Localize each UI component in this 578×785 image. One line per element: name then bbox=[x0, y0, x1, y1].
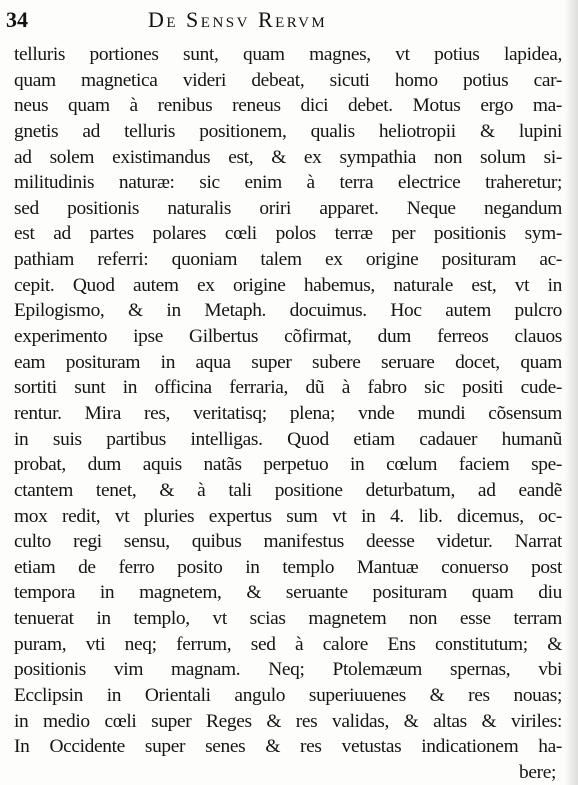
text-line: bere; bbox=[518, 761, 556, 783]
text-line: ad solem existimandus est, & ex sympathia non solum si- bbox=[14, 146, 562, 168]
page-edge-shadow bbox=[564, 0, 578, 785]
text-line: militudinis naturæ: sic enim à terra electrice traheretur; bbox=[14, 172, 562, 194]
text-line: est ad partes polares cœli polos terræ per positionis sym- bbox=[14, 223, 562, 245]
text-line: etiam de ferro posito in templo Mantuæ conuerso post bbox=[14, 556, 562, 578]
text-line: quam magnetica videri debeat, sicuti homo potius car- bbox=[14, 69, 562, 91]
text-line: eam posituram in aqua super subere seruare docet, quam bbox=[14, 351, 562, 373]
page-number: 34 bbox=[6, 7, 28, 32]
text-line: positionis vim magnam. Neq; Ptolemæum spernas, vbi bbox=[14, 659, 562, 681]
text-line: sortiti sunt in officina ferraria, dũ à fabro sic positi cude- bbox=[14, 377, 562, 399]
text-line: ctantem tenet, & à tali positione deturbatum, ad eandẽ bbox=[14, 479, 562, 501]
page-header bbox=[0, 3, 560, 37]
text-line: pathiam referri: quoniam talem ex origine posituram ac- bbox=[14, 249, 562, 271]
text-line: In Occidente super senes & res vetustas indicationem ha- bbox=[14, 736, 562, 758]
text-line: Epilogismo, & in Metaph. docuimus. Hoc autem pulcro bbox=[14, 300, 562, 322]
text-line: probat, dum aquis natãs perpetuo in cœlum faciem spe- bbox=[14, 454, 562, 476]
text-line: mox redit, vt pluries expertus sum vt in 4. lib. dicemus, oc- bbox=[14, 505, 562, 527]
text-line: tempora in magnetem, & seruante posituram quam diu bbox=[14, 582, 562, 604]
text-line: in suis partibus intelligas. Quod etiam cadauer humanũ bbox=[14, 428, 562, 450]
text-line: puram, vti neq; ferrum, sed à calore Ens constitutum; & bbox=[14, 633, 562, 655]
text-line: neus quam à renibus reneus dici debet. Motus ergo ma- bbox=[14, 95, 562, 117]
text-line: telluris portiones sunt, quam magnes, vt potius lapidea, bbox=[14, 44, 562, 65]
text-line: culto regi sensu, quibus manifestus deesse videtur. Narrat bbox=[14, 531, 562, 553]
text-line: gnetis ad telluris positionem, qualis heliotropii & lupini bbox=[14, 120, 562, 142]
text-line: in medio cœli super Reges & res validas, & altas & viriles: bbox=[14, 710, 562, 732]
text-line: cepit. Quod autem ex origine habemus, naturale est, vt in bbox=[14, 274, 562, 296]
text-line: experimento ipse Gilbertus cõfirmat, dum ferreos clauos bbox=[14, 326, 562, 348]
text-line: Ecclipsin in Orientali angulo superiuuenes & res nouas; bbox=[14, 685, 562, 707]
text-line: rentur. Mira res, veritatisq; plena; vnde mundi cõsensum bbox=[14, 402, 562, 424]
running-head: De Sensv Rervm bbox=[148, 7, 328, 32]
text-line: sed positionis naturalis oriri apparet. Neque negandum bbox=[14, 197, 562, 219]
body-text bbox=[14, 42, 562, 785]
text-line: tenuerat in templo, vt scias magnetem non esse terram bbox=[14, 608, 562, 630]
